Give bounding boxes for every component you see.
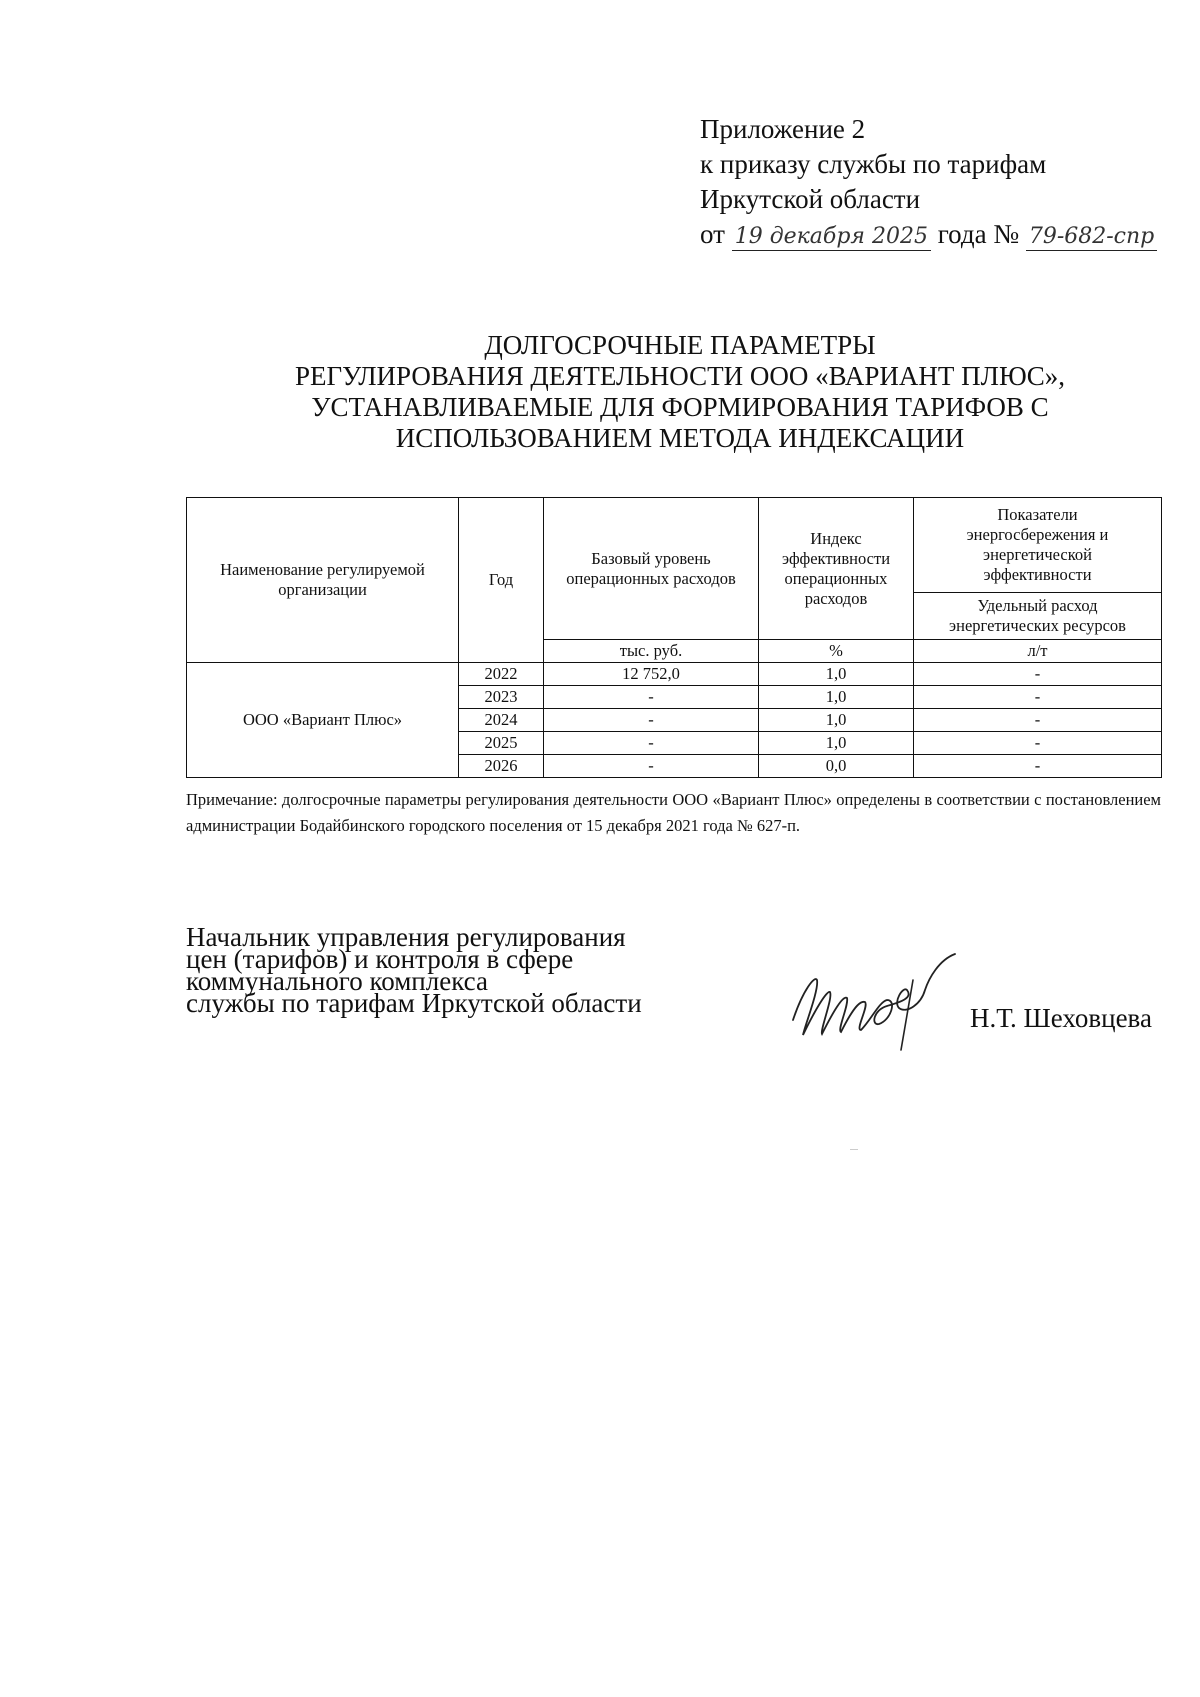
title-line: ДОЛГОСРОЧНЫЕ ПАРАМЕТРЫ xyxy=(484,330,876,360)
cell-consumption: - xyxy=(914,709,1162,732)
signer-position-line: коммунального комплекса xyxy=(186,966,488,996)
from-label: от xyxy=(700,219,725,249)
cell-base: 12 752,0 xyxy=(544,663,759,686)
cell-consumption: - xyxy=(914,755,1162,778)
cell-index: 1,0 xyxy=(759,732,914,755)
signer-position-line: Начальник управления регулирования xyxy=(186,922,626,952)
table-row xyxy=(187,663,1162,686)
cell-consumption: - xyxy=(914,663,1162,686)
parameters-table xyxy=(186,497,1162,778)
cell-index: 1,0 xyxy=(759,686,914,709)
signer-position-line: цен (тарифов) и контроля в сфере xyxy=(186,944,574,974)
cell-base: - xyxy=(544,709,759,732)
handwritten-order-number: 79-682-спр xyxy=(1026,224,1157,251)
handwritten-signature xyxy=(775,950,995,1055)
signature-block xyxy=(186,922,642,1018)
appendix-line: к приказу службы по тарифам xyxy=(700,149,1047,179)
header-year: Год xyxy=(459,498,544,663)
appendix-line: Приложение 2 xyxy=(700,114,866,144)
appendix-order-line xyxy=(700,217,1157,252)
header-energy-indicators: Показатели энергосбережения и энергетической эффективности xyxy=(914,498,1162,593)
table-note: Примечание: долгосрочные параметры регулирования деятельности ООО «Вариант Плюс» определены в соответствии с постановлением администрации Бодайбинского городского поселения от 15 декабря 2021 года № 627-п. xyxy=(186,790,1161,835)
title-line: РЕГУЛИРОВАНИЯ ДЕЯТЕЛЬНОСТИ ООО «ВАРИАНТ ПЛЮС», xyxy=(295,361,1065,391)
document-title xyxy=(180,330,1180,454)
cell-consumption: - xyxy=(914,686,1162,709)
cell-base: - xyxy=(544,686,759,709)
title-line: ИСПОЛЬЗОВАНИЕМ МЕТОДА ИНДЕКСАЦИИ xyxy=(395,423,965,453)
cell-base: - xyxy=(544,732,759,755)
appendix-line: Иркутской области xyxy=(700,184,921,214)
cell-index: 1,0 xyxy=(759,663,914,686)
header-org-name: Наименование регулируемой организации xyxy=(187,498,459,663)
cell-index: 0,0 xyxy=(759,755,914,778)
cell-year: 2024 xyxy=(459,709,544,732)
cell-year: 2025 xyxy=(459,732,544,755)
signer-name: Н.Т. Шеховцева xyxy=(970,1003,1152,1033)
cell-index: 1,0 xyxy=(759,709,914,732)
cell-year: 2023 xyxy=(459,686,544,709)
header-specific-consumption: Удельный расход энергетических ресурсов xyxy=(914,593,1162,640)
header-base-level: Базовый уровень операционных расходов xyxy=(544,498,759,640)
appendix-header xyxy=(700,112,1157,252)
unit-efficiency-index: % xyxy=(759,640,914,663)
handwritten-date: 19 декабря 2025 xyxy=(732,224,931,251)
scan-artifact xyxy=(850,1149,858,1150)
year-number-label: года № xyxy=(937,219,1020,249)
header-efficiency-index: Индекс эффективности операционных расходов xyxy=(759,498,914,640)
cell-base: - xyxy=(544,755,759,778)
cell-consumption: - xyxy=(914,732,1162,755)
signer-position-line: службы по тарифам Иркутской области xyxy=(186,988,642,1018)
cell-year: 2026 xyxy=(459,755,544,778)
unit-base-level: тыс. руб. xyxy=(544,640,759,663)
unit-specific-consumption: л/т xyxy=(914,640,1162,663)
title-line: УСТАНАВЛИВАЕМЫЕ ДЛЯ ФОРМИРОВАНИЯ ТАРИФОВ С xyxy=(311,392,1049,422)
cell-year: 2022 xyxy=(459,663,544,686)
organization-name: ООО «Вариант Плюс» xyxy=(187,663,459,778)
